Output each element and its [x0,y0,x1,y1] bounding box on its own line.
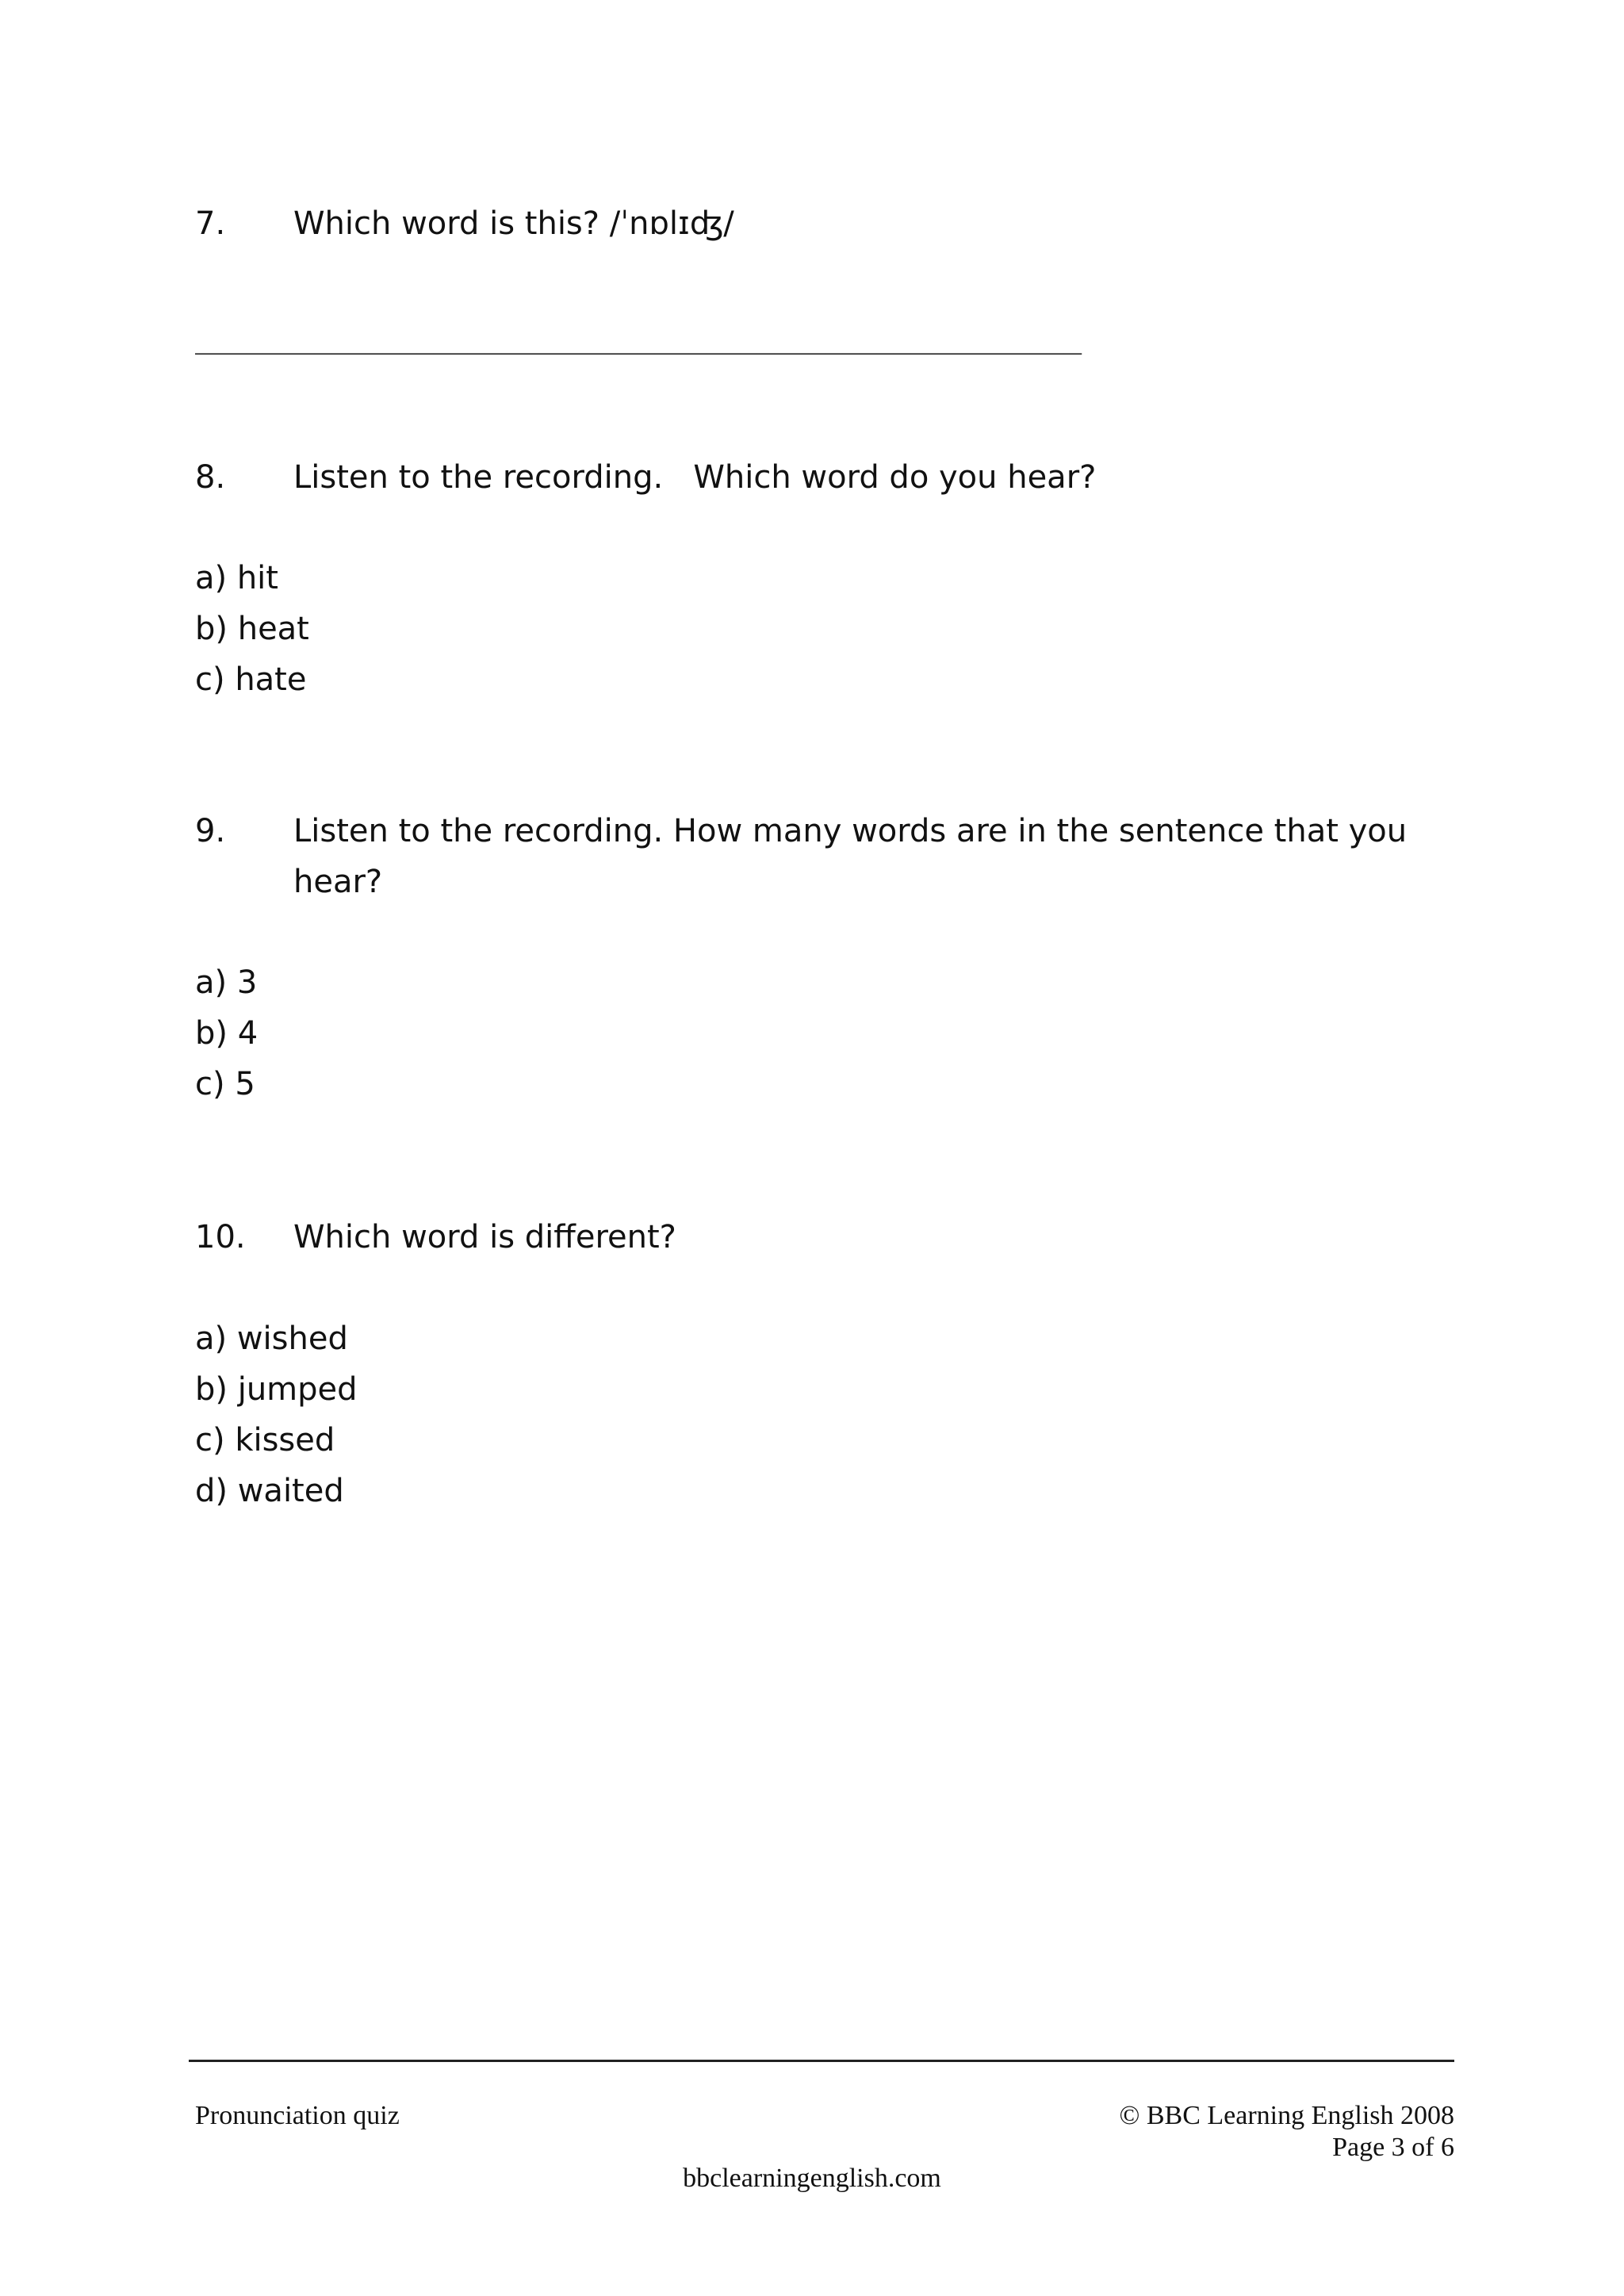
question-text: Which word is this? /ˈnɒlɪʤ/ [293,205,734,242]
question-text: Listen to the recording. How many words are in the sentence that you hear? [293,813,1408,900]
question-number: 10. [195,1219,246,1255]
option-a: a) wished [195,1320,348,1357]
answer-blank-line: ____________________________________________________ [195,320,1081,355]
option-d: d) waited [195,1473,344,1509]
option-a: a) hit [195,560,278,596]
question-8 [195,452,1464,503]
footer-page-number: Page 3 of 6 [1332,2133,1454,2162]
option-a: a) 3 [195,964,258,1001]
footer-right-block [1120,2100,1454,2164]
question-8-options [195,553,309,705]
footer-document-title: Pronunciation quiz [195,2101,400,2130]
option-c: c) hate [195,661,307,698]
question-9-options [195,957,258,1110]
option-b: b) 4 [195,1015,259,1052]
question-number: 8. [195,459,226,496]
option-c: c) 5 [195,1066,255,1102]
footer-copyright: © BBC Learning English 2008 [1119,2101,1454,2130]
question-text: Which word is different? [293,1219,676,1255]
question-10-options [195,1313,358,1516]
option-b: b) heat [195,611,309,647]
question-7 [195,198,1464,249]
footer-divider [189,2060,1454,2062]
option-c: c) kissed [195,1422,335,1458]
question-number: 9. [195,813,226,849]
footer-url: bbclearningenglish.com [683,2164,941,2193]
question-number: 7. [195,205,226,242]
question-text: Listen to the recording. Which word do you hear? [293,459,1097,496]
question-9 [195,806,1464,907]
option-b: b) jumped [195,1371,358,1408]
question-10 [195,1212,1464,1263]
